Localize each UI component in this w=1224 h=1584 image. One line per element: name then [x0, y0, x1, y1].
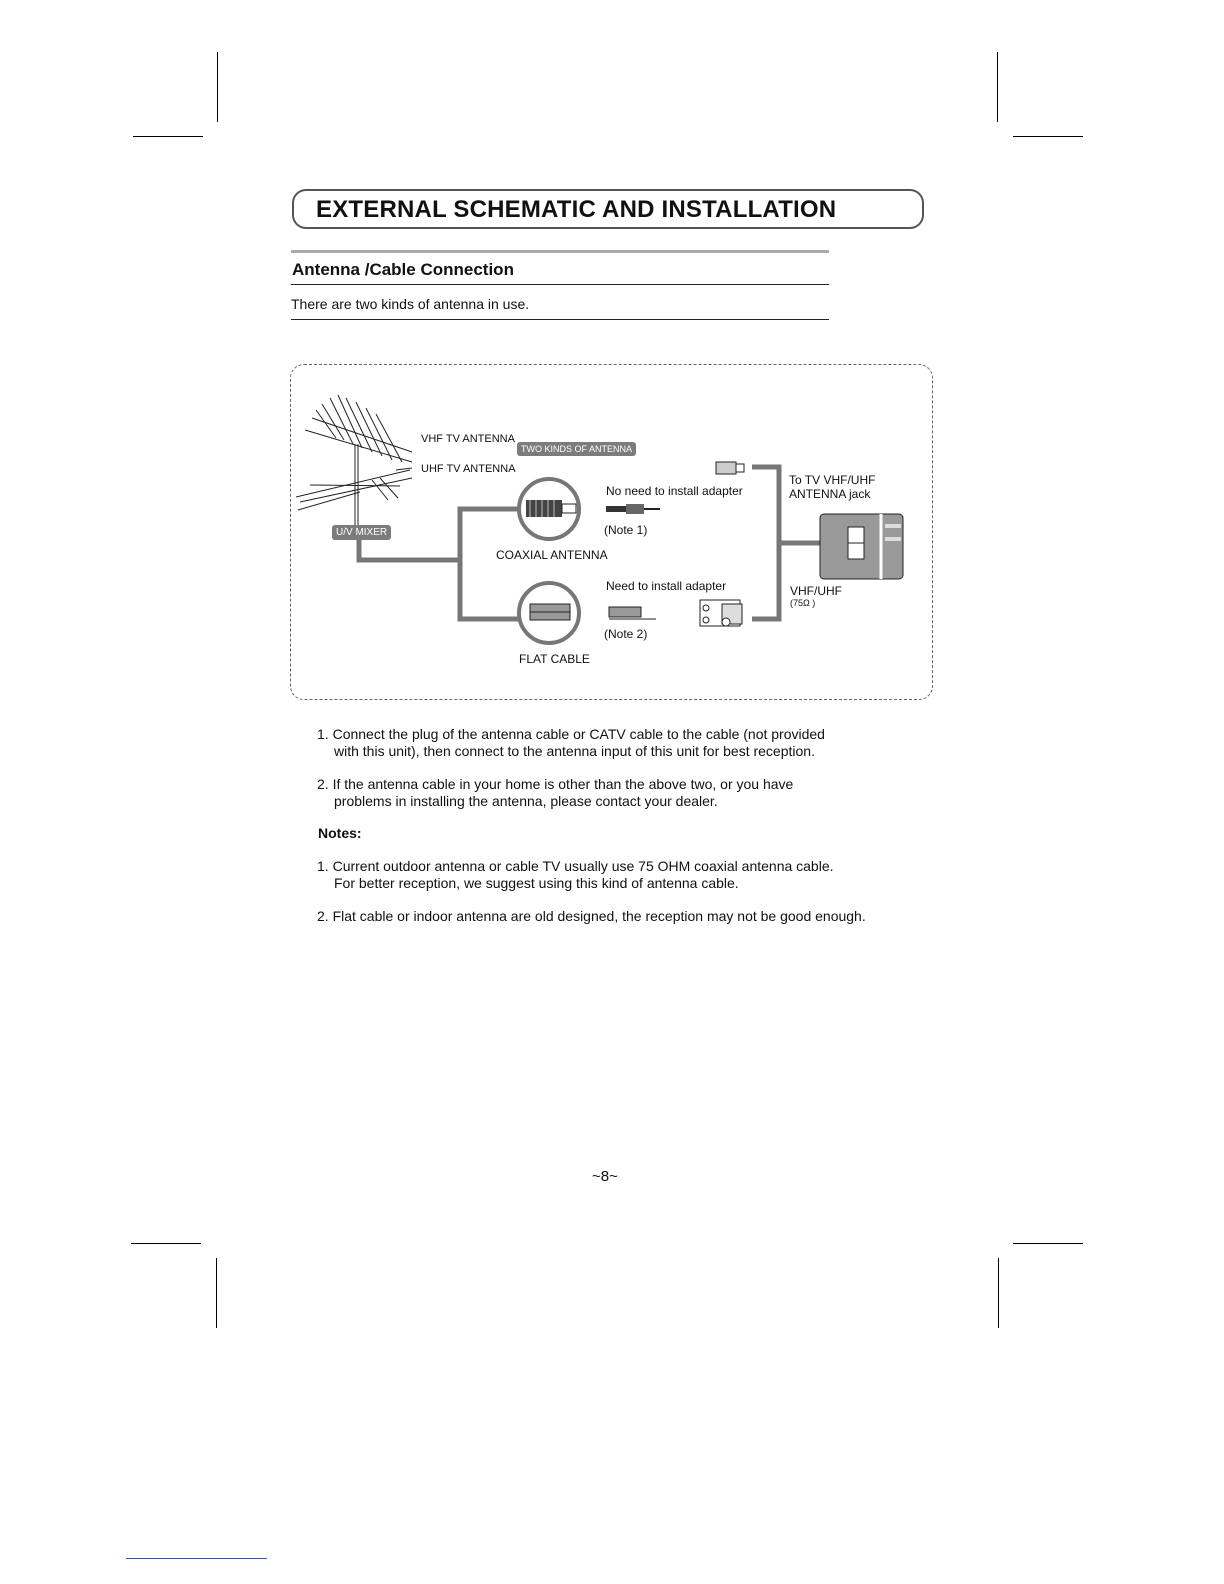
instruction-line: If the antenna cable in your home is other than the above two, or you have: [332, 776, 794, 792]
instruction-number: 1.: [317, 726, 329, 742]
coaxial-connector-icon: [519, 479, 579, 539]
need-adapter-label: Need to install adapter: [606, 579, 727, 593]
flat-cable-icon: [609, 607, 656, 619]
note-line: Flat cable or indoor antenna are old designed, the reception may not be good enough.: [332, 908, 866, 924]
instruction-1: [317, 726, 825, 743]
intro-text: There are two kinds of antenna in use.: [291, 296, 530, 312]
note-2: [317, 908, 866, 925]
f-connector-icon: [716, 462, 744, 474]
vhf-uhf-label: VHF/UHF: [790, 584, 842, 598]
instruction-2: [317, 776, 793, 793]
page-title: EXTERNAL SCHEMATIC AND INSTALLATION: [316, 196, 837, 223]
to-tv-label-line1: To TV VHF/UHF: [789, 473, 876, 487]
ohm-label: (75Ω ): [790, 598, 816, 608]
antenna-icon: [296, 395, 412, 527]
crop-mark: [1013, 1243, 1083, 1244]
note-1: [317, 858, 834, 875]
adapter-icon: [700, 600, 742, 626]
flat-cable-connector-icon: [519, 583, 579, 643]
note-1-cont: For better reception, we suggest using this kind of antenna cable.: [334, 875, 739, 891]
crop-mark: [998, 1258, 999, 1328]
flat-cable-label: FLAT CABLE: [519, 652, 590, 666]
note-number: 1.: [317, 858, 329, 874]
instruction-line: Connect the plug of the antenna cable or CATV cable to the cable (not provided: [332, 726, 825, 742]
to-tv-label-line2: ANTENNA jack: [789, 487, 871, 501]
two-kinds-badge: TWO KINDS OF ANTENNA: [517, 442, 636, 456]
coaxial-antenna-label: COAXIAL ANTENNA: [496, 548, 608, 562]
bottom-link-underline: [126, 1558, 267, 1559]
section-title: Antenna /Cable Connection: [292, 260, 514, 279]
tv-jack-panel-icon: [820, 514, 903, 579]
crop-mark: [216, 1258, 217, 1328]
notes-heading: Notes:: [318, 825, 362, 841]
coax-plug-icon: [606, 504, 660, 514]
cable-lines: [359, 467, 822, 619]
page-number: ~8~: [592, 1168, 618, 1185]
note2-label: (Note 2): [604, 627, 648, 641]
instruction-number: 2.: [317, 776, 329, 792]
vhf-antenna-label: VHF TV ANTENNA: [421, 433, 515, 445]
instruction-2-cont: problems in installing the antenna, please contact your dealer.: [334, 793, 718, 809]
uv-mixer-badge: U/V MIXER: [332, 525, 391, 540]
instruction-1-cont: with this unit), then connect to the antenna input of this unit for best reception.: [334, 743, 815, 759]
note-line: Current outdoor antenna or cable TV usually use 75 OHM coaxial antenna cable.: [332, 858, 834, 874]
uhf-antenna-label: UHF TV ANTENNA: [421, 463, 516, 475]
note-number: 2.: [317, 908, 329, 924]
no-adapter-label: No need to install adapter: [606, 484, 743, 498]
crop-mark: [131, 1243, 201, 1244]
note1-label: (Note 1): [604, 523, 648, 537]
